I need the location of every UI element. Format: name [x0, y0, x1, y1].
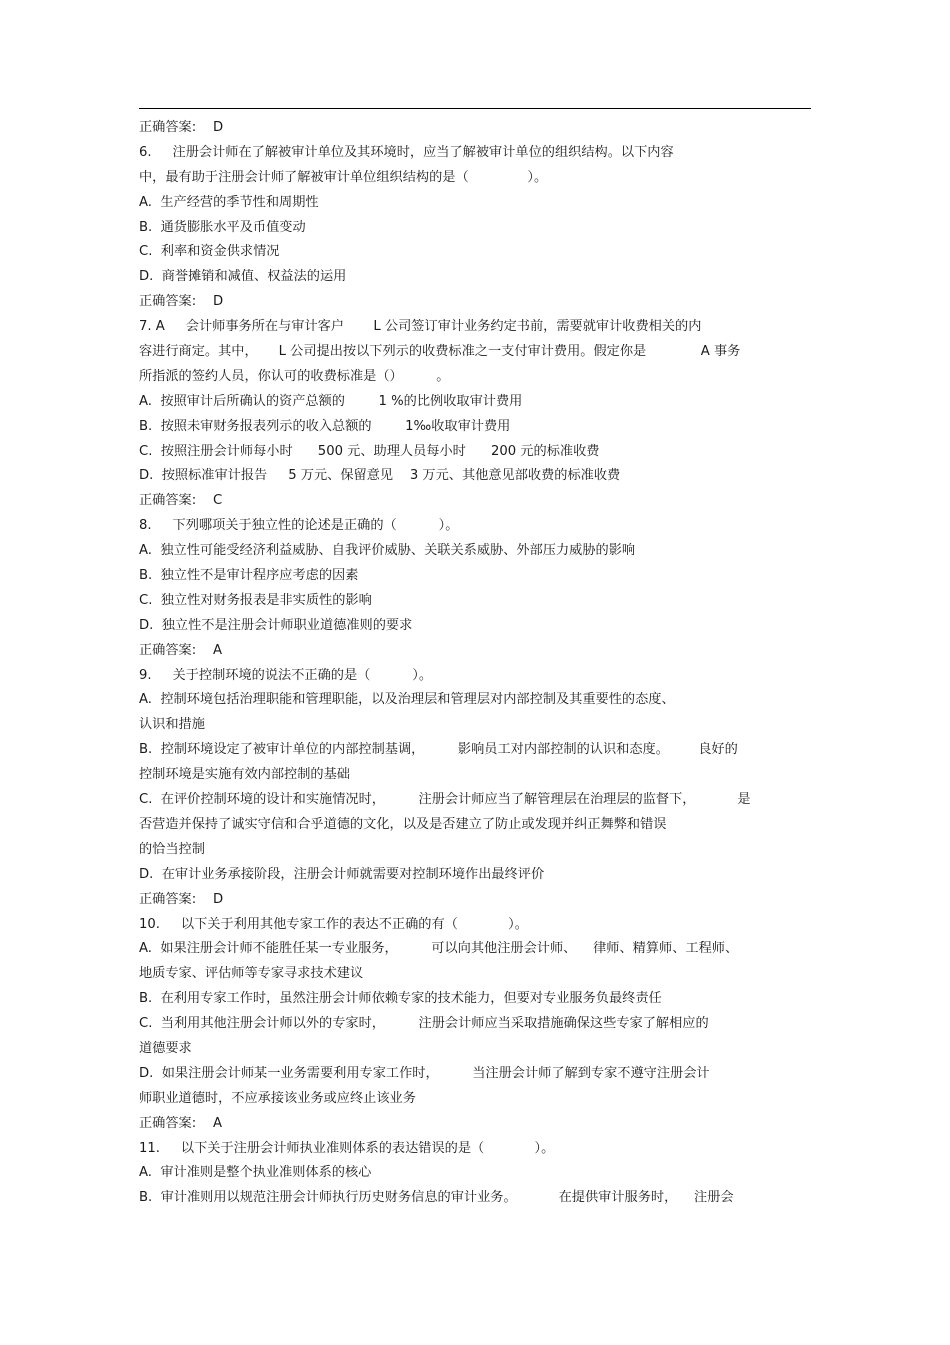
question-7-option-b: B. 按照未审财务报表列示的收入总额的 1‰收取审计费用: [139, 418, 511, 434]
question-8-option-a: A. 独立性可能受经济利益威胁、自我评价威胁、关联关系威胁、外部压力威胁的影响: [139, 543, 636, 559]
question-10-answer: 正确答案: A: [139, 1115, 222, 1131]
question-9-option-a: A. 控制环境包括治理职能和管理职能，以及治理层和管理层对内部控制及其重要性的态度、: [139, 692, 675, 708]
question-10-option-c-cont: 道德要求: [139, 1040, 192, 1056]
question-6-stem: 6. 注册会计师在了解被审计单位及其环境时，应当了解被审计单位的组织结构。以下内容: [139, 144, 674, 160]
question-7-answer: 正确答案: C: [139, 493, 223, 509]
question-7-stem-cont: 容进行商定。其中， L 公司提出按以下列示的收费标准之一支付审计费用。假定你是 A 事务: [139, 344, 741, 360]
question-11-stem: 11. 以下关于注册会计师执业准则体系的表达错误的是（ ）。: [139, 1140, 555, 1156]
question-6-stem-cont: 中，最有助于注册会计师了解被审计单位组织结构的是（ ）。: [139, 169, 548, 185]
question-8-option-b: B. 独立性不是审计程序应考虑的因素: [139, 568, 359, 584]
question-8-option-c: C. 独立性对财务报表是非实质性的影响: [139, 592, 372, 608]
question-6-option-d: D. 商誉摊销和减值、权益法的运用: [139, 269, 347, 285]
question-7-option-a: A. 按照审计后所确认的资产总额的 1 %的比例收取审计费用: [139, 393, 523, 409]
question-6-option-c: C. 利率和资金供求情况: [139, 244, 280, 260]
question-9-answer: 正确答案: D: [139, 891, 224, 907]
question-10-option-d-cont: 师职业道德时，不应承接该业务或应终止该业务: [139, 1090, 416, 1106]
question-8-stem: 8. 下列哪项关于独立性的论述是正确的（ ）。: [139, 518, 459, 534]
question-6-option-b: B. 通货膨胀水平及币值变动: [139, 219, 306, 235]
question-9-option-b-cont: 控制环境是实施有效内部控制的基础: [139, 767, 350, 783]
question-6-answer: 正确答案: D: [139, 294, 224, 310]
question-9-option-a-cont: 认识和措施: [139, 717, 205, 733]
question-9-option-c: C. 在评价控制环境的设计和实施情况时， 注册会计师应当了解管理层在治理层的监督下， 是: [139, 792, 751, 808]
question-9-option-c-cont: 的恰当控制: [139, 841, 205, 857]
question-7-option-c: C. 按照注册会计师每小时 500 元、助理人员每小时 200 元的标准收费: [139, 443, 600, 459]
question-9-option-d: D. 在审计业务承接阶段，注册会计师就需要对控制环境作出最终评价: [139, 866, 545, 882]
question-7-stem-cont: 所指派的签约人员，你认可的收费标准是（） 。: [139, 368, 450, 384]
header-divider: [139, 108, 811, 109]
question-10-option-a-cont: 地质专家、评估师等专家寻求技术建议: [139, 966, 364, 982]
question-10-option-d: D. 如果注册会计师某一业务需要利用专家工作时， 当注册会计师了解到专家不遵守注册会计: [139, 1065, 710, 1081]
question-11-option-b: B. 审计准则用以规范注册会计师执行历史财务信息的审计业务。 在提供审计服务时， 注册会: [139, 1190, 734, 1206]
question-6-option-a: A. 生产经营的季节性和周期性: [139, 194, 319, 210]
question-8-answer: 正确答案: A: [139, 642, 222, 658]
question-7-stem: 7. A 会计师事务所在与审计客户 L 公司签订审计业务约定书前，需要就审计收费相关的内: [139, 319, 702, 335]
answer-line: 正确答案: D: [139, 120, 224, 135]
question-10-option-a: A. 如果注册会计师不能胜任某一专业服务， 可以向其他注册会计师、 律师、精算师、工程师、: [139, 941, 739, 957]
question-10-option-b: B. 在利用专家工作时，虽然注册会计师依赖专家的技术能力，但要对专业服务负最终责任: [139, 991, 662, 1007]
question-9-stem: 9. 关于控制环境的说法不正确的是（ ）。: [139, 667, 433, 683]
question-10-option-c: C. 当利用其他注册会计师以外的专家时， 注册会计师应当采取措施确保这些专家了解相应的: [139, 1016, 709, 1032]
question-11-option-a: A. 审计准则是整个执业准则体系的核心: [139, 1165, 372, 1181]
question-8-option-d: D. 独立性不是注册会计师职业道德准则的要求: [139, 617, 413, 633]
question-10-stem: 10. 以下关于利用其他专家工作的表达不正确的有（ ）。: [139, 916, 528, 932]
question-9-option-b: B. 控制环境设定了被审计单位的内部控制基调， 影响员工对内部控制的认识和态度。 良好的: [139, 742, 738, 758]
question-7-option-d: D. 按照标准审计报告 5 万元、保留意见 3 万元、其他意见部收费的标准收费: [139, 468, 621, 484]
question-9-option-c-cont: 否营造并保持了诚实守信和合乎道德的文化，以及是否建立了防止或发现并纠正舞弊和错误: [139, 816, 667, 832]
document-body: [139, 116, 811, 1211]
